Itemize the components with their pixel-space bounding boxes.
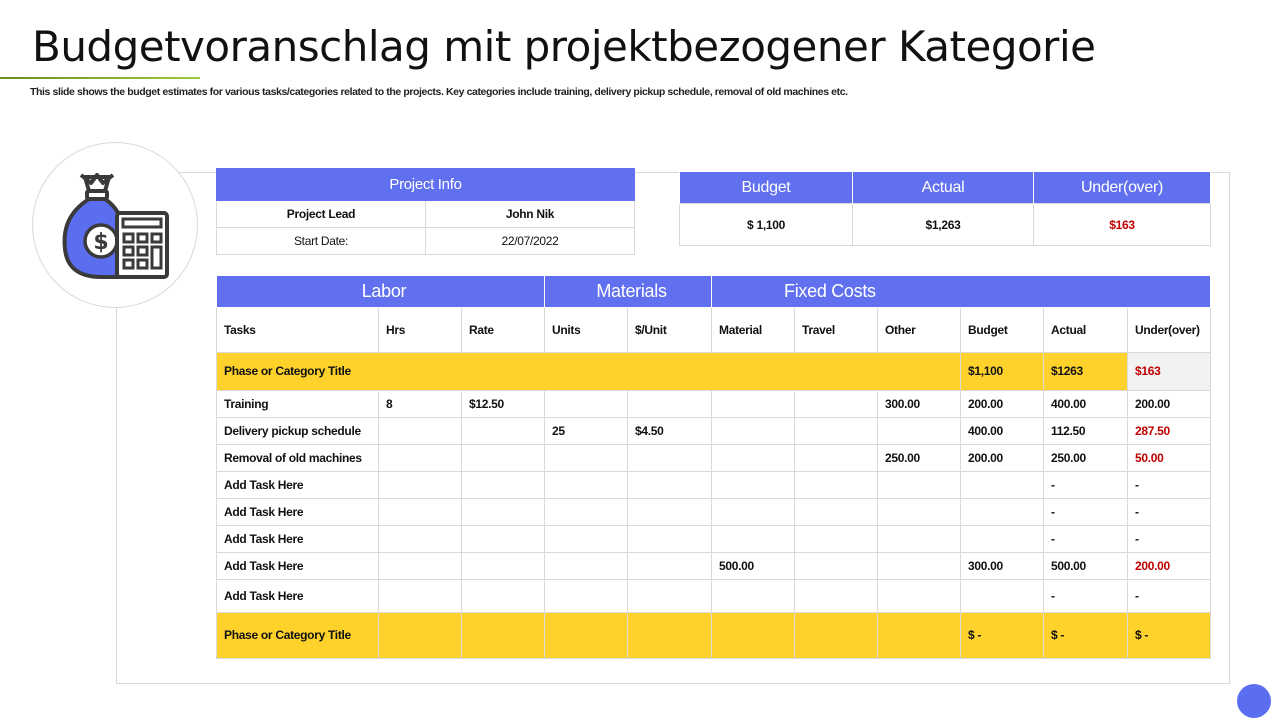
table-cell [795,525,878,552]
table-cell [795,579,878,612]
empty-cell [545,612,628,658]
summary-actual-value: $1,263 [853,204,1034,246]
table-cell [462,471,545,498]
table-cell: 400.00 [1044,390,1128,417]
table-cell: 250.00 [1044,444,1128,471]
summary-under-value: $163 [1034,204,1211,246]
table-cell [545,552,628,579]
table-cell [712,471,795,498]
table-cell [795,471,878,498]
table-cell [961,498,1044,525]
table-cell [795,498,878,525]
icon-circle [32,142,198,308]
table-cell [628,525,712,552]
table-cell: 300.00 [961,552,1044,579]
slide-subtitle: This slide shows the budget estimates for various tasks/categories related to the projects. Key categories include training, delivery pickup schedule, removal of old machines etc. [30,86,848,98]
column-header-row [217,307,1211,352]
table-cell [462,525,545,552]
group-fixed-costs: Fixed Costs [712,276,1211,307]
table-cell [462,417,545,444]
table-cell [628,552,712,579]
table-cell [379,444,462,471]
table-cell [712,417,795,444]
table-cell [379,471,462,498]
table-cell [712,498,795,525]
table-cell: - [1044,525,1128,552]
phase-actual: $ - [1044,612,1128,658]
project-lead-value: John Nik [426,201,635,228]
project-info-header: Project Info [217,169,635,201]
table-cell [878,417,961,444]
summary-header-actual: Actual [853,172,1034,204]
col-header: Budget [961,307,1044,352]
table-cell [878,498,961,525]
table-cell [462,579,545,612]
table-cell [961,579,1044,612]
table-cell [878,525,961,552]
table-cell [628,390,712,417]
start-date-label: Start Date: [217,228,426,255]
table-cell: 500.00 [712,552,795,579]
table-cell [712,444,795,471]
table-cell: 400.00 [961,417,1044,444]
table-cell [628,471,712,498]
table-cell: 287.50 [1128,417,1211,444]
phase-title: Phase or Category Title [217,352,961,390]
table-cell [545,471,628,498]
table-cell: 8 [379,390,462,417]
table-cell: $12.50 [462,390,545,417]
table-cell: 500.00 [1044,552,1128,579]
budget-table [216,276,1211,659]
task-name-cell: Add Task Here [217,525,379,552]
table-cell [462,552,545,579]
table-cell: $4.50 [628,417,712,444]
table-row [217,498,1211,525]
table-cell [712,525,795,552]
table-row [217,525,1211,552]
col-header: Tasks [217,307,379,352]
table-row [217,417,1211,444]
table-cell [961,525,1044,552]
table-row [217,390,1211,417]
title-underline [0,77,200,79]
project-info-table [216,168,635,255]
slide-title: Budgetvoranschlag mit projektbezogener Kategorie [32,22,1096,71]
money-bag-calculator-icon [61,173,173,281]
table-cell [795,417,878,444]
table-cell [878,552,961,579]
table-cell [379,552,462,579]
table-cell: - [1128,525,1211,552]
table-cell [462,444,545,471]
phase-budget: $1,100 [961,352,1044,390]
table-cell: - [1044,498,1128,525]
task-name-cell: Add Task Here [217,471,379,498]
empty-cell [379,612,462,658]
table-row [217,579,1211,612]
phase-actual: $1263 [1044,352,1128,390]
phase-under: $163 [1128,352,1211,390]
group-materials: Materials [545,276,712,307]
table-cell: - [1044,471,1128,498]
task-name-cell: Add Task Here [217,498,379,525]
task-name-cell: Training [217,390,379,417]
phase-under: $ - [1128,612,1211,658]
table-cell [379,579,462,612]
table-cell [545,579,628,612]
table-cell [379,525,462,552]
table-cell [545,498,628,525]
table-cell: 200.00 [1128,552,1211,579]
table-cell: 200.00 [1128,390,1211,417]
summary-header-budget: Budget [680,172,853,204]
table-cell [795,390,878,417]
col-header: Travel [795,307,878,352]
empty-cell [462,612,545,658]
task-name-cell: Add Task Here [217,579,379,612]
table-cell: - [1128,471,1211,498]
phase-row-bottom [217,612,1211,658]
table-cell [712,390,795,417]
col-header: Actual [1044,307,1128,352]
table-cell [379,417,462,444]
table-cell [878,471,961,498]
table-cell [379,498,462,525]
table-cell [628,498,712,525]
table-cell: - [1044,579,1128,612]
project-lead-label: Project Lead [217,201,426,228]
table-row [217,552,1211,579]
empty-cell [795,612,878,658]
table-cell [628,444,712,471]
table-cell [545,390,628,417]
table-cell: - [1128,498,1211,525]
table-cell [628,579,712,612]
slide-nav-dot[interactable] [1237,684,1271,718]
empty-cell [712,612,795,658]
table-cell [712,579,795,612]
table-cell [795,444,878,471]
table-cell: 50.00 [1128,444,1211,471]
table-cell [878,579,961,612]
table-cell: - [1128,579,1211,612]
col-header: Other [878,307,961,352]
group-labor: Labor [217,276,545,307]
table-row [217,471,1211,498]
phase-row-top [217,352,1211,390]
table-row [217,444,1211,471]
summary-header-under: Under(over) [1034,172,1211,204]
col-header: Under(over) [1128,307,1211,352]
table-cell: 200.00 [961,390,1044,417]
col-header: Units [545,307,628,352]
table-cell [545,525,628,552]
phase-title: Phase or Category Title [217,612,379,658]
phase-budget: $ - [961,612,1044,658]
table-cell: 200.00 [961,444,1044,471]
empty-cell [628,612,712,658]
task-rows [217,390,1211,612]
col-header: $/Unit [628,307,712,352]
col-header: Rate [462,307,545,352]
table-cell: 300.00 [878,390,961,417]
start-date-value: 22/07/2022 [426,228,635,255]
summary-budget-value: $ 1,100 [680,204,853,246]
table-cell [795,552,878,579]
svg-text:$: $ [93,230,109,255]
task-name-cell: Delivery pickup schedule [217,417,379,444]
table-cell: 112.50 [1044,417,1128,444]
empty-cell [878,612,961,658]
table-cell: 250.00 [878,444,961,471]
table-cell [961,471,1044,498]
col-header: Material [712,307,795,352]
task-name-cell: Removal of old machines [217,444,379,471]
table-cell [545,444,628,471]
table-cell: 25 [545,417,628,444]
summary-table [679,171,1211,246]
col-header: Hrs [379,307,462,352]
table-cell [462,498,545,525]
task-name-cell: Add Task Here [217,552,379,579]
